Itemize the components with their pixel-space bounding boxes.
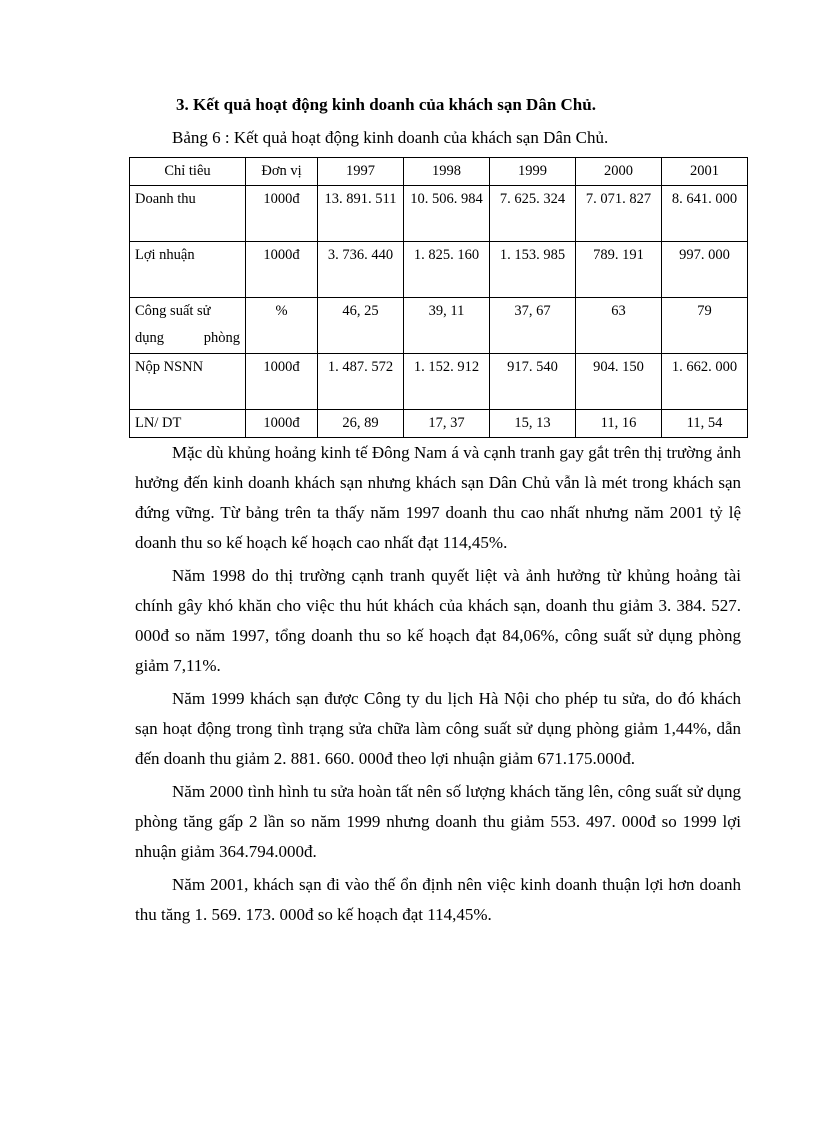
table-cell: 39, 11: [404, 298, 490, 354]
paragraph: Năm 1999 khách sạn được Công ty du lịch Hà Nội cho phép tu sửa, do đó khách sạn hoạt động trong tình trạng sửa chữa làm công suất sử dụng phòng giảm 1,44%, dẫn đến doanh thu giảm 2. 881. 660. 000đ theo lợi nhuận giảm 671.175.000đ.: [135, 689, 741, 768]
header-cell: Chỉ tiêu: [130, 158, 246, 186]
table-cell: 1. 825. 160: [404, 242, 490, 298]
table-cell: 997. 000: [662, 242, 748, 298]
header-cell: 1998: [404, 158, 490, 186]
header-cell: 1999: [490, 158, 576, 186]
header-cell: Đơn vị: [246, 158, 318, 186]
table-cell: 904. 150: [576, 354, 662, 410]
row-label: Công suất sử dụng phòng: [130, 298, 246, 354]
table-cell: 1. 152. 912: [404, 354, 490, 410]
table-cell: 10. 506. 984: [404, 186, 490, 242]
table-cell: 1. 662. 000: [662, 354, 748, 410]
row-label: Lợi nhuận: [130, 242, 246, 298]
table-cell: 1. 487. 572: [318, 354, 404, 410]
row-unit: 1000đ: [246, 354, 318, 410]
table-row: [130, 186, 748, 242]
paragraph: Mặc dù khủng hoảng kinh tế Đông Nam á và cạnh tranh gay gắt trên thị trường ảnh hưởng đến kinh doanh khách sạn nhưng khách sạn Dân Chủ vẫn là mét trong khách sạn đứng vững. Từ bảng trên ta thấy năm 1997 doanh thu cao nhất nhưng năm 2001 tỷ lệ doanh thu so kế hoạch kế hoạch cao nhất đạt 114,45%.: [135, 443, 741, 552]
table-cell: 789. 191: [576, 242, 662, 298]
table-cell: 79: [662, 298, 748, 354]
paragraph: Năm 2001, khách sạn đi vào thế ổn định nên việc kinh doanh thuận lợi hơn doanh thu tăng 1. 569. 173. 000đ so kế hoạch đạt 114,45%.: [135, 875, 741, 924]
table-cell: 7. 625. 324: [490, 186, 576, 242]
table-cell: 13. 891. 511: [318, 186, 404, 242]
table-cell: 15, 13: [490, 410, 576, 438]
header-cell: 1997: [318, 158, 404, 186]
table-cell: 8. 641. 000: [662, 186, 748, 242]
row-unit: 1000đ: [246, 242, 318, 298]
table-cell: 11, 54: [662, 410, 748, 438]
paragraph: Năm 1998 do thị trường cạnh tranh quyết liệt và ảnh hưởng từ khủng hoảng tài chính gây khó khăn cho việc thu hút khách của khách sạn, doanh thu giảm 3. 384. 527. 000đ so năm 1997, tổng doanh thu so kế hoạch đạt 84,06%, công suất sử dụng phòng giảm 7,11%.: [135, 566, 741, 675]
results-table: [129, 157, 748, 438]
row-label: LN/ DT: [130, 410, 246, 438]
table-row: [130, 298, 748, 354]
table-row: [130, 354, 748, 410]
table-cell: 3. 736. 440: [318, 242, 404, 298]
table-cell: 26, 89: [318, 410, 404, 438]
section-heading: 3. Kết quả hoạt động kinh doanh của khách sạn Dân Chủ.: [176, 95, 596, 114]
table-cell: 63: [576, 298, 662, 354]
table-cell: 17, 37: [404, 410, 490, 438]
row-label: Doanh thu: [130, 186, 246, 242]
header-cell: 2001: [662, 158, 748, 186]
table-row: [130, 242, 748, 298]
table-cell: 37, 67: [490, 298, 576, 354]
table-cell: 11, 16: [576, 410, 662, 438]
table-cell: 1. 153. 985: [490, 242, 576, 298]
table-cell: 917. 540: [490, 354, 576, 410]
paragraph: Năm 2000 tình hình tu sửa hoàn tất nên số lượng khách tăng lên, công suất sử dụng phòng tăng gấp 2 lần so năm 1999 nhưng doanh thu giảm 553. 497. 000đ so 1999 lợi nhuận giảm 364.794.000đ.: [135, 782, 741, 861]
table-cell: 46, 25: [318, 298, 404, 354]
row-unit: %: [246, 298, 318, 354]
row-unit: 1000đ: [246, 186, 318, 242]
table-row: [130, 410, 748, 438]
table-header-row: [130, 158, 748, 186]
body-text: [135, 438, 741, 933]
table-cell: 7. 071. 827: [576, 186, 662, 242]
table-caption: Bảng 6 : Kết quả hoạt động kinh doanh của khách sạn Dân Chủ.: [172, 128, 609, 147]
header-cell: 2000: [576, 158, 662, 186]
row-label: Nộp NSNN: [130, 354, 246, 410]
row-unit: 1000đ: [246, 410, 318, 438]
